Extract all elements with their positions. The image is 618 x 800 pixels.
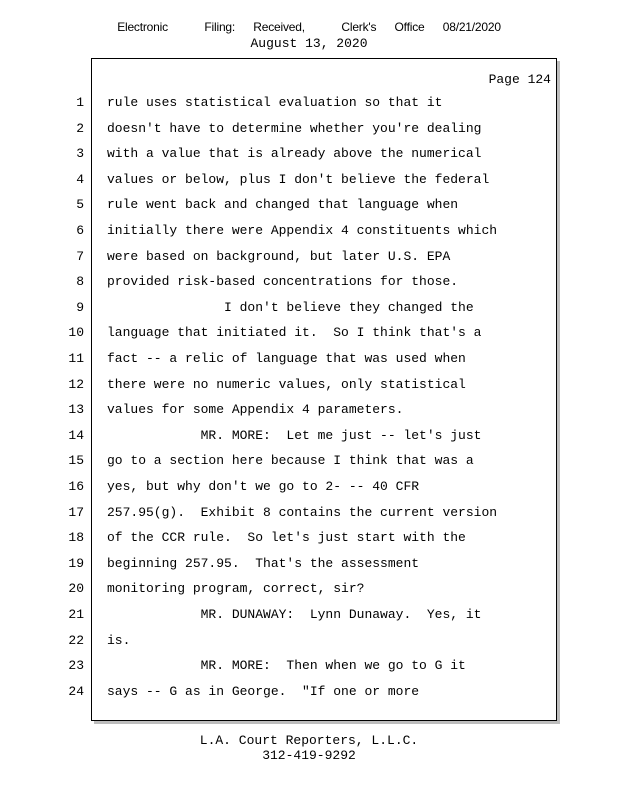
line-text: of the CCR rule. So let's just start with the: [107, 530, 466, 546]
transcript-line: [0, 605, 618, 625]
line-text: monitoring program, correct, sir?: [107, 581, 365, 597]
line-text: beginning 257.95. That's the assessment: [107, 555, 420, 571]
transcript-line: [0, 554, 618, 574]
line-text: I don't believe they changed the: [107, 299, 474, 315]
line-number: 5: [76, 197, 84, 213]
header-date: August 13, 2020: [250, 36, 368, 51]
line-number: 22: [68, 632, 84, 648]
line-number: 1: [76, 95, 84, 110]
transcript-line: [0, 477, 618, 497]
filing-stamp: Electronic Filing: Received, Clerk's Office 08/21/2020: [117, 20, 501, 34]
transcript-line: [0, 349, 618, 369]
line-number: 16: [68, 479, 84, 494]
transcript-line: [0, 451, 618, 471]
transcript-line: [0, 247, 618, 267]
transcript-line: [0, 503, 618, 523]
line-number: 17: [68, 504, 84, 520]
line-text: rule uses statistical evaluation so that it: [107, 95, 443, 110]
transcript-line: [0, 298, 618, 318]
line-number: 11: [68, 351, 84, 366]
line-text: with a value that is already above the numerical: [107, 146, 482, 162]
line-text: says -- G as in George. "If one or more: [107, 683, 420, 699]
transcript-line: [0, 656, 618, 676]
line-text: rule went back and changed that language when: [107, 197, 459, 213]
line-text: MR. MORE: Then when we go to G it: [107, 658, 466, 674]
line-text: language that initiated it. So I think that's a: [107, 325, 482, 341]
line-number: 7: [76, 248, 84, 264]
line-number: 3: [76, 146, 84, 162]
transcript-line: [0, 93, 618, 113]
transcript-line: [0, 528, 618, 548]
line-number: 12: [68, 376, 84, 392]
line-number: 8: [76, 274, 84, 290]
transcript-line: [0, 144, 618, 164]
reporter-phone: 312-419-9292: [262, 748, 356, 763]
transcript-line: [0, 579, 618, 599]
line-text: is.: [107, 632, 131, 648]
line-number: 6: [76, 223, 84, 238]
transcript-line: [0, 426, 618, 446]
transcript-line: [0, 272, 618, 292]
line-text: values or below, plus I don't believe the federal: [107, 171, 490, 187]
line-number: 15: [68, 453, 84, 469]
line-number: 2: [76, 120, 84, 136]
line-text: were based on background, but later U.S. EPA: [107, 248, 451, 264]
line-number: 24: [68, 683, 84, 699]
page-number: Page 124: [488, 72, 551, 87]
transcript-line: [0, 170, 618, 190]
line-text: 257.95(g). Exhibit 8 contains the current version: [107, 504, 498, 520]
line-number: 4: [76, 171, 84, 187]
line-text: fact -- a relic of language that was used when: [107, 351, 466, 366]
transcript-line: [0, 682, 618, 702]
reporter-company: L.A. Court Reporters, L.L.C.: [199, 733, 419, 748]
transcript-line: [0, 400, 618, 420]
line-text: yes, but why don't we go to 2- -- 40 CFR: [107, 479, 420, 494]
line-number: 10: [68, 325, 84, 341]
line-number: 18: [68, 530, 84, 546]
line-number: 20: [68, 581, 84, 597]
line-text: doesn't have to determine whether you're dealing: [107, 120, 482, 136]
transcript-line: [0, 323, 618, 343]
line-number: 14: [68, 427, 84, 443]
line-text: provided risk-based concentrations for those.: [107, 274, 459, 290]
line-number: 13: [68, 402, 84, 418]
line-number: 19: [68, 555, 84, 571]
transcript-line: [0, 375, 618, 395]
line-number: 21: [68, 607, 84, 622]
transcript-line: [0, 221, 618, 241]
page-footer: [0, 733, 618, 763]
line-text: there were no numeric values, only statistical: [107, 376, 466, 392]
transcript-line: [0, 195, 618, 215]
line-number: 9: [76, 299, 84, 315]
transcript-line: [0, 119, 618, 139]
line-text: go to a section here because I think that was a: [107, 453, 474, 469]
line-text: initially there were Appendix 4 constituents which: [107, 223, 498, 238]
line-text: MR. DUNAWAY: Lynn Dunaway. Yes, it: [107, 607, 482, 622]
line-text: values for some Appendix 4 parameters.: [107, 402, 404, 418]
line-text: MR. MORE: Let me just -- let's just: [107, 427, 482, 443]
line-number: 23: [68, 658, 84, 674]
transcript-line: [0, 631, 618, 651]
